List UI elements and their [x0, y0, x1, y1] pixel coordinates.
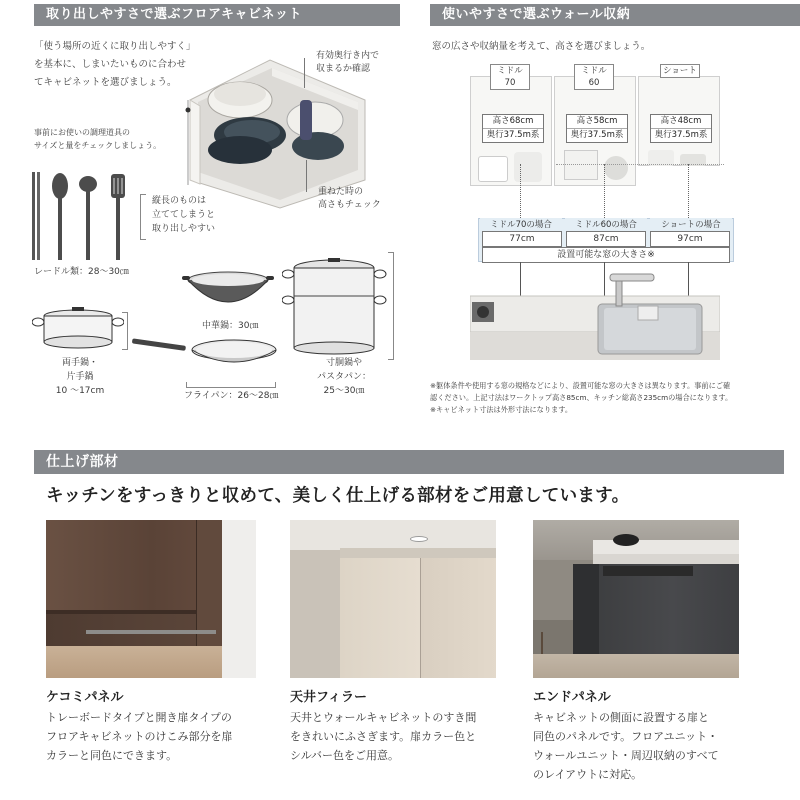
cabinet-dims-middle70: 高さ68cm 奥行37.5m系 — [482, 114, 544, 143]
kick-panel-title: ケコミパネル — [46, 690, 124, 705]
sink-counter-illustration — [470, 270, 720, 370]
check-note: 事前にお使いの調理道具の サイズと量をチェックしましょう。 — [34, 128, 162, 150]
cabinet-dims-middle60: 高さ58cm 奥行37.5m系 — [566, 114, 628, 143]
ceiling-filler-photo — [290, 520, 496, 678]
wall-storage-header: 使いやすさで選ぶウォール収納 — [430, 4, 800, 26]
floor-cabinet-header: 取り出しやすさで選ぶフロアキャビネット — [34, 4, 400, 26]
frying-pan-label: フライパン：26〜28㎝ — [184, 391, 279, 401]
cabinet-bottom-line — [556, 164, 724, 165]
long-items-note: 縦長のものは 立ててしまうと 取り出しやすい — [152, 196, 216, 234]
window-caption: 設置可能な窓の大きさ※ — [482, 247, 730, 263]
pan-width-line — [186, 382, 276, 388]
dimension-line — [688, 164, 689, 218]
bracket — [388, 252, 394, 360]
bracket — [122, 312, 128, 350]
pot-label: 両手鍋・ 片手鍋 10 〜17cm — [55, 358, 105, 396]
finishing-lead: キッチンをすっきりと収めて、美しく仕上げる部材をご用意しています。 — [46, 486, 630, 506]
cabinet-dims-short: 高さ48cm 奥行37.5m系 — [650, 114, 712, 143]
wall-shelf-items — [474, 150, 714, 190]
callout-effective-depth: 有効奥行き内で 収まるか確認 — [316, 51, 380, 74]
bracket — [140, 194, 146, 240]
end-panel-body: キャビネットの側面に設置する扉と 同色のパネルです。フロアユニット・ ウォールユニット・周辺収納のすべて のレイアウトに対応。 — [533, 711, 719, 781]
finishing-parts-header: 仕上げ部材 — [34, 450, 784, 474]
end-panel-photo — [533, 520, 739, 678]
cabinet-name-middle70: ミドル70 — [490, 64, 530, 90]
ceiling-filler-title: 天井フィラー — [290, 690, 367, 705]
cabinet-name-short: ショート — [660, 64, 700, 78]
wok-label: 中華鍋：30㎝ — [202, 321, 259, 331]
stock-pot-label: 寸胴鍋や パスタパン： 25〜30㎝ — [317, 358, 371, 396]
cabinet-name-middle60: ミドル60 — [574, 64, 614, 90]
window-value-short: 97cm — [650, 231, 730, 247]
callout-stack-height: 重ねた時の 高さもチェック — [318, 187, 381, 210]
callout-line — [306, 160, 307, 192]
stock-pot-illustration — [282, 256, 392, 356]
window-value-middle60: 87cm — [566, 231, 646, 247]
window-value-middle70: 77cm — [482, 231, 562, 247]
ladle-label: レードル類：28〜30㎝ — [34, 267, 129, 277]
callout-line — [304, 58, 305, 88]
dimension-line — [604, 164, 605, 218]
ceiling-filler-body: 天井とウォールキャビネットのすき間 をきれいにふさぎます。扉カラー色と シルバー色をご用意。 — [290, 711, 477, 762]
wok-illustration — [180, 266, 280, 318]
pot-illustration — [32, 306, 124, 352]
kick-panel-photo — [46, 520, 256, 678]
ladle-utensils-illustration — [28, 170, 138, 265]
window-case-middle70: ミドル70の場合 — [480, 218, 562, 232]
wall-notes: ※躯体条件や使用する窓の規格などにより、設置可能な窓の大きさは異なります。事前にご確 認ください。上記寸法はワークトップ高さ85cm、キッチン総高さ235cmの場合になります。 ※キャビネット寸法は外形寸法になります。 — [430, 381, 733, 414]
end-panel-title: エンドパネル — [533, 690, 611, 705]
wall-intro: 窓の広さや収納量を考えて、高さを選びましょう。 — [432, 41, 651, 52]
floor-intro: 「使う場所の近くに取り出しやすく」 を基本に、しまいたいものに合わせ てキャビネットを選びましょう。 — [34, 41, 196, 88]
window-case-short: ショートの場合 — [650, 218, 732, 232]
kick-panel-body: トレーボードタイプと開き扉タイプの フロアキャビネットのけこみ部分を扉 カラーと同色にできます。 — [46, 711, 233, 762]
window-case-middle60: ミドル60の場合 — [565, 218, 647, 232]
dimension-line — [520, 164, 521, 218]
frying-pan-illustration — [130, 334, 280, 376]
